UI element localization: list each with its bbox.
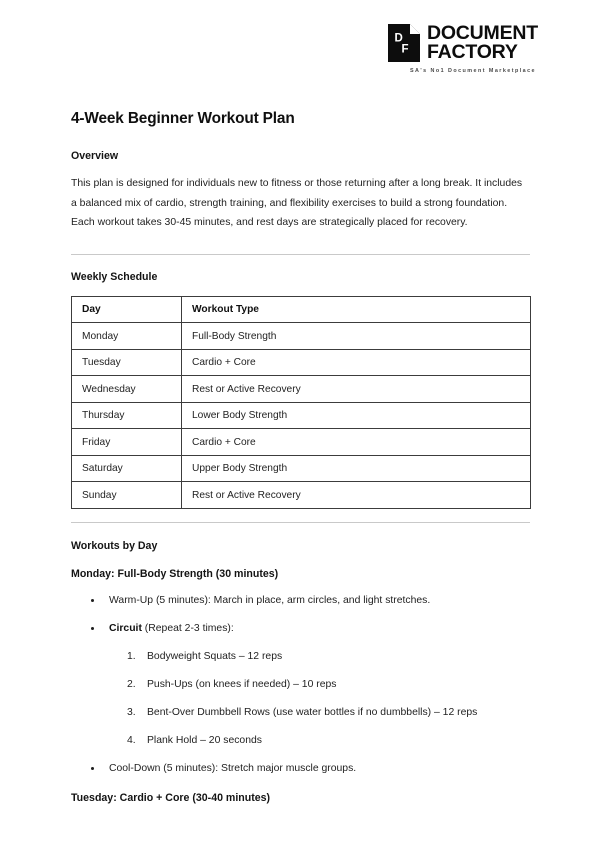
cell-day: Sunday (72, 482, 182, 509)
overview-paragraph: This plan is designed for individuals new to fitness or those returning after a long break. It includes a balanced mix of cardio, strength training, and flexibility exercises to build a strong foundation. Each workout takes 30-45 minutes, and rest days are strategically placed for recovery. (71, 178, 523, 229)
document-body (71, 0, 530, 804)
list-item: Plank Hold – 20 seconds (147, 734, 262, 746)
monday-heading: Monday: Full-Body Strength (30 minutes) (71, 567, 279, 580)
monday-bullet-list (71, 580, 530, 636)
table-row (72, 376, 531, 403)
weekly-schedule-heading: Weekly Schedule (71, 270, 158, 283)
table-row (72, 429, 531, 456)
cell-day: Thursday (72, 402, 182, 429)
overview-heading: Overview (71, 150, 119, 162)
column-header-day: Day (72, 296, 182, 323)
list-item: Bodyweight Squats – 12 reps (147, 650, 283, 662)
logo-name-line2: FACTORY (426, 41, 518, 64)
cell-type: Rest or Active Recovery (182, 482, 531, 509)
cooldown-text: Cool-Down (5 minutes): Stretch major muscle groups. (109, 762, 357, 774)
cell-day: Monday (72, 323, 182, 350)
weekly-schedule-table (71, 296, 531, 509)
page-title: 4-Week Beginner Workout Plan (71, 110, 295, 127)
list-item-circuit (71, 608, 530, 636)
cell-type: Rest or Active Recovery (182, 376, 531, 403)
logo-name-line1: DOCUMENT (426, 22, 538, 44)
circuit-label: Circuit (109, 622, 142, 634)
list-item-cooldown (71, 748, 530, 776)
table-header-row (72, 296, 531, 323)
logo-letter-d: D (394, 32, 403, 45)
cell-day: Friday (72, 429, 182, 456)
monday-cooldown-list (71, 748, 530, 776)
cell-type: Cardio + Core (182, 429, 531, 456)
list-item-warmup (71, 580, 530, 608)
logo-letter-f: F (401, 43, 409, 56)
cell-type: Full-Body Strength (182, 323, 531, 350)
list-item: Push-Ups (on knees if needed) – 10 reps (147, 678, 337, 690)
logo-tagline: SA's No1 Document Marketplace (409, 68, 536, 75)
list-item: Bent-Over Dumbbell Rows (use water bottles if no dumbbells) – 12 reps (147, 706, 478, 718)
cell-day: Tuesday (72, 349, 182, 376)
cell-type: Upper Body Strength (182, 455, 531, 482)
bullet-dot-icon (91, 627, 94, 630)
table-row (72, 482, 531, 509)
cell-day: Wednesday (72, 376, 182, 403)
monday-circuit-steps (71, 636, 530, 748)
cell-type: Lower Body Strength (182, 402, 531, 429)
bullet-dot-icon (91, 767, 94, 770)
table-row (72, 349, 531, 376)
column-header-type: Workout Type (182, 296, 531, 323)
table-row (72, 323, 531, 350)
workouts-by-day-heading: Workouts by Day (71, 539, 158, 552)
cell-day: Saturday (72, 455, 182, 482)
bullet-dot-icon (91, 599, 94, 602)
tuesday-heading: Tuesday: Cardio + Core (30-40 minutes) (71, 791, 271, 804)
warmup-text: Warm-Up (5 minutes): March in place, arm circles, and light stretches. (109, 594, 431, 606)
table-row (72, 455, 531, 482)
circuit-repeat-text: (Repeat 2-3 times): (141, 622, 234, 634)
cell-type: Cardio + Core (182, 349, 531, 376)
table-row (72, 402, 531, 429)
